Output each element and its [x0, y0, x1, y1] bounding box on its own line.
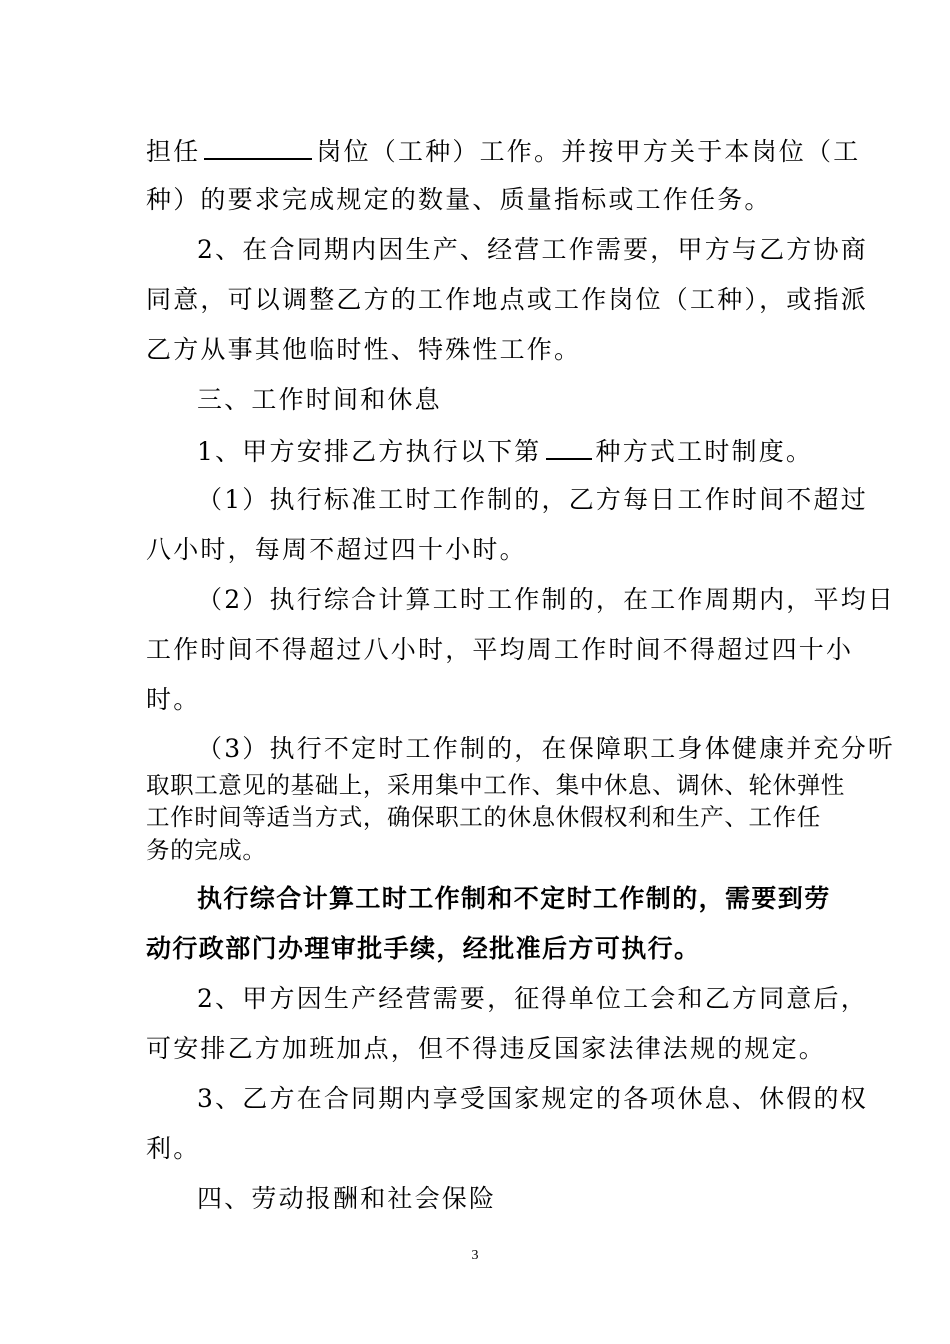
- text-line: 八小时，每周不超过四十小时。: [146, 535, 527, 564]
- text-line: 乙方从事其他临时性、特殊性工作。: [146, 335, 582, 364]
- section-heading: 三、工作时间和休息: [197, 385, 442, 414]
- fill-in-blank-option: [546, 434, 592, 460]
- text-line: [146, 134, 861, 168]
- text-line: 工作时间不得超过八小时，平均周工作时间不得超过四十小: [146, 635, 854, 664]
- text-line: 可安排乙方加班加点，但不得违反国家法律法规的规定。: [146, 1034, 827, 1063]
- text-segment: 种方式工时制度。: [595, 437, 814, 466]
- bold-notice: 动行政部门办理审批手续，经批准后方可执行。: [146, 934, 701, 963]
- text-line: 利。: [146, 1134, 201, 1163]
- text-line: 工作时间等适当方式，确保职工的休息休假权利和生产、工作任: [146, 803, 821, 831]
- paragraph-item-2: 2、在合同期内因生产、经营工作需要，甲方与乙方协商: [197, 235, 868, 264]
- text-line: 时。: [146, 685, 201, 714]
- text-segment: 担任: [146, 137, 201, 166]
- text-line: （2）执行综合计算工时工作制的，在工作周期内，平均日: [197, 585, 896, 614]
- fill-in-blank-post: [204, 134, 312, 160]
- text-line: 务的完成。: [146, 836, 267, 864]
- text-line: 2、甲方因生产经营需要，征得单位工会和乙方同意后，: [197, 984, 868, 1013]
- text-line: 取职工意见的基础上，采用集中工作、集中休息、调休、轮休弹性: [146, 771, 845, 799]
- page-number: 3: [471, 1248, 479, 1263]
- text-segment: 岗位（工种）工作。并按甲方关于本岗位（工: [316, 137, 861, 166]
- section-heading: 四、劳动报酬和社会保险: [197, 1184, 497, 1213]
- text-line: （1）执行标准工时工作制的，乙方每日工作时间不超过: [197, 485, 868, 514]
- text-line: [197, 434, 817, 468]
- text-line: 3、乙方在合同期内享受国家规定的各项休息、休假的权: [197, 1084, 868, 1113]
- text-line: （3）执行不定时工作制的，在保障职工身体健康并充分听: [197, 734, 896, 763]
- text-segment: 1、甲方安排乙方执行以下第: [197, 437, 542, 466]
- text-line: 同意，可以调整乙方的工作地点或工作岗位（工种），或指派: [146, 285, 868, 314]
- text-line: 种）的要求完成规定的数量、质量指标或工作任务。: [146, 185, 772, 214]
- bold-notice: 执行综合计算工时工作制和不定时工作制的，需要到劳: [197, 884, 831, 913]
